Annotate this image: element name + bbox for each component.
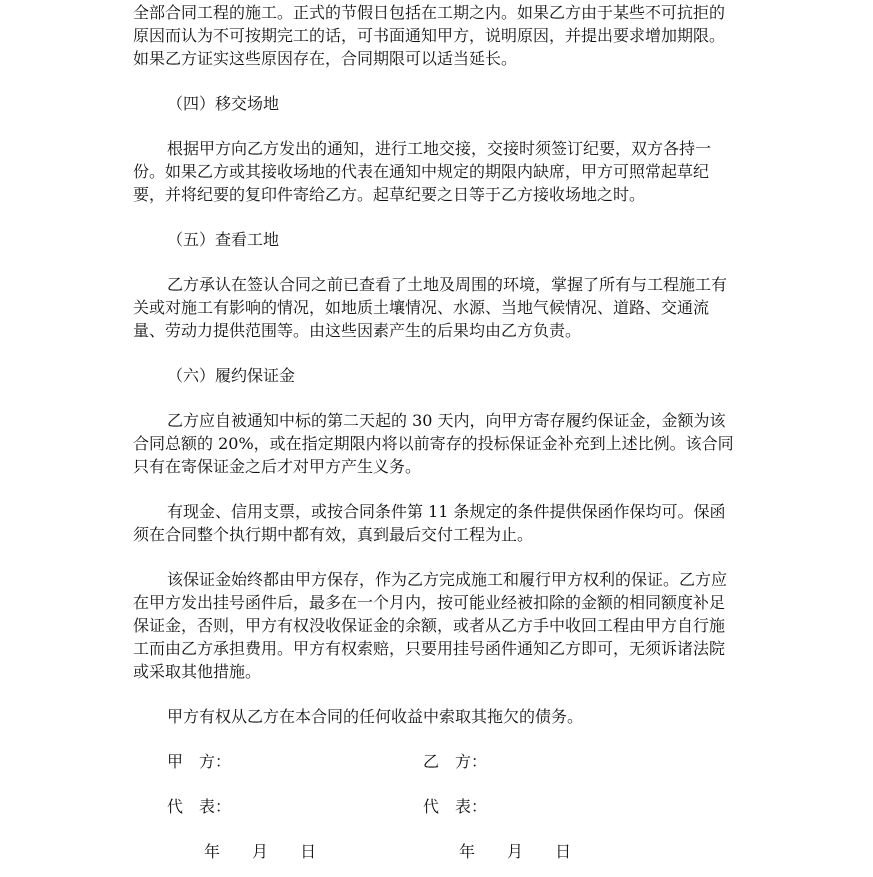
signature-date-row	[133, 840, 740, 863]
day-label: 日	[300, 842, 317, 861]
spacer	[133, 818, 740, 840]
rep-a-label: 代 表：	[167, 797, 232, 816]
paragraph-bond-forms: 有现金、信用支票，或按合同条件第 11 条规定的条件提供保函作保均可。保函须在合同整个执行期中都有效，真到最后交付工程为止。	[133, 502, 726, 544]
paragraph-site-inspection: 乙方承认在签认合同之前已查看了土地及周围的环境，掌握了所有与工程施工有关或对施工有影响的情况，如地质土壤情况、水源、当地气候情况、道路、交通流量、劳动力提供范围等。由这些因素产生的后果均由乙方负责。	[133, 275, 728, 340]
paragraph-duration: 全部合同工程的施工。正式的节假日包括在工期之内。如果乙方由于某些不可抗拒的原因而认为不可按期完工的话，可书面通知甲方，说明原因，并提出要求增加期限。如果乙方证实这些原因存在，合同期限可以适当延长。	[133, 3, 726, 68]
paragraph-debt-recovery: 甲方有权从乙方在本合同的任何收益中索取其拖欠的债务。	[167, 707, 584, 726]
date-a	[204, 840, 316, 863]
heading-performance-bond: （六）履约保证金	[167, 366, 296, 385]
spacer	[133, 478, 740, 500]
year-label: 年	[459, 842, 476, 861]
spacer	[133, 342, 740, 364]
spacer	[133, 115, 740, 137]
spacer	[133, 206, 740, 228]
spacer	[133, 773, 740, 795]
paragraph-site-handover: 根据甲方向乙方发出的通知，进行工地交接，交接时须签订纪要，双方各持一份。如果乙方或其接收场地的代表在通知中规定的期限内缺席，甲方可照常起草纪要，并将纪要的复印件寄给乙方。起草纪要之日等于乙方接收场地之时。	[133, 139, 712, 204]
month-label: 月	[252, 842, 269, 861]
spacer	[133, 251, 740, 273]
spacer	[133, 387, 740, 409]
spacer	[133, 546, 740, 568]
day-label: 日	[555, 842, 572, 861]
spacer	[133, 70, 740, 92]
heading-site-inspection: （五）查看工地	[167, 230, 280, 249]
heading-site-handover: （四）移交场地	[167, 94, 280, 113]
paragraph-bond-custody: 该保证金始终都由甲方保存，作为乙方完成施工和履行甲方权利的保证。乙方应在甲方发出挂号函件后，最多在一个月内，按可能业经被扣除的金额的相同额度补足保证金，否则，甲方有权没收保证金的余额，或者从乙方手中收回工程由甲方自行施工而由乙方承担费用。甲方有权索赔，只要用挂号函件通知乙方即可，无须诉诸法院或采取其他措施。	[133, 570, 728, 681]
rep-b-label: 代 表：	[423, 797, 488, 816]
party-a-label: 甲 方：	[167, 752, 232, 771]
party-b-label: 乙 方：	[423, 752, 488, 771]
paragraph-bond-deposit: 乙方应自被通知中标的第二天起的 30 天内，向甲方寄存履约保证金，金额为该合同总额的 20%，或在指定期限内将以前寄存的投标保证金补充到上述比例。该合同只有在寄保证金之后才对甲方产生义务。	[133, 411, 734, 476]
spacer	[133, 728, 740, 750]
signature-rep-row	[133, 795, 740, 818]
date-b	[459, 840, 571, 863]
signature-party-row	[133, 750, 740, 773]
year-label: 年	[204, 842, 221, 861]
spacer	[133, 683, 740, 705]
month-label: 月	[507, 842, 524, 861]
